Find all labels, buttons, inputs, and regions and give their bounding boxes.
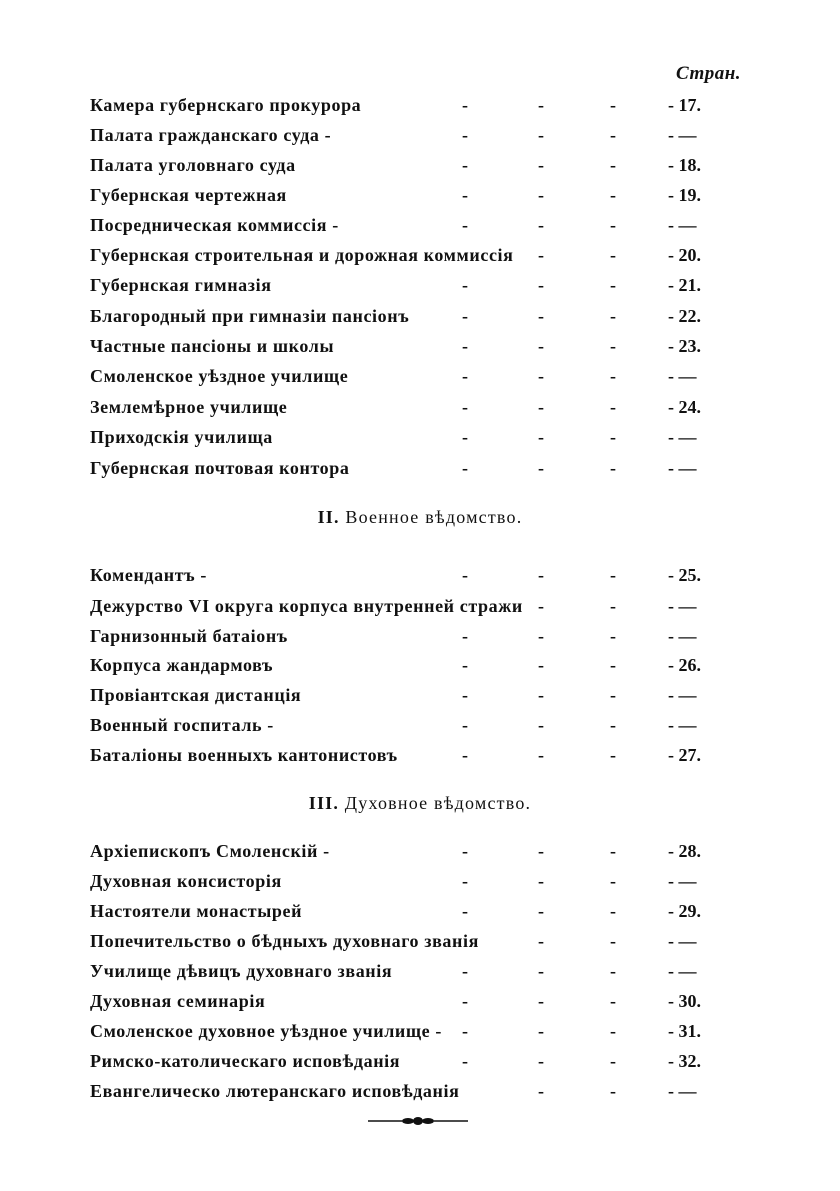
toc-entry: [90, 838, 730, 864]
leader-dot: -: [538, 458, 544, 478]
section-title: Духовное вѣдомство.: [344, 793, 532, 813]
entry-page-number: - 19.: [668, 185, 701, 205]
leader-dot: -: [610, 95, 616, 115]
leader-dot: -: [610, 565, 616, 585]
leader-dot: -: [538, 245, 544, 265]
entry-page-number: - 20.: [668, 245, 701, 265]
entry-page-number: - —: [668, 931, 697, 951]
toc-entry: [90, 958, 730, 984]
leader-dot: -: [538, 871, 544, 891]
leader-dot: -: [462, 745, 468, 765]
toc-entry: [90, 1018, 730, 1044]
page-column-label: Стран.: [676, 63, 742, 84]
leader-dot: -: [538, 366, 544, 386]
leader-dot: -: [610, 871, 616, 891]
leader-dot: -: [610, 275, 616, 295]
leader-dot: -: [610, 125, 616, 145]
leader-dot: -: [462, 366, 468, 386]
leader-dot: -: [462, 275, 468, 295]
toc-entry: [90, 424, 730, 450]
leader-dot: -: [462, 397, 468, 417]
leader-dot: -: [610, 626, 616, 646]
entry-page-number: - —: [668, 715, 697, 735]
leader-dot: -: [462, 685, 468, 705]
toc-entry: [90, 122, 730, 148]
entry-page-number: - —: [668, 1081, 697, 1101]
leader-dot: -: [610, 427, 616, 447]
leader-dot: -: [610, 991, 616, 1011]
section-heading: [0, 793, 840, 814]
entry-title: Баталіоны военныхъ кантонистовъ: [90, 745, 398, 765]
leader-dot: -: [538, 185, 544, 205]
entry-page-number: - —: [668, 125, 697, 145]
entry-title: Училище дѣвицъ духовнаго званія: [90, 961, 393, 981]
leader-dot: -: [462, 715, 468, 735]
toc-entry: [90, 1078, 730, 1104]
leader-dot: -: [538, 715, 544, 735]
entry-page-number: - —: [668, 366, 697, 386]
leader-dot: -: [610, 685, 616, 705]
leader-dot: -: [462, 841, 468, 861]
entry-page-number: - —: [668, 458, 697, 478]
leader-dot: -: [462, 458, 468, 478]
leader-dot: -: [538, 901, 544, 921]
leader-dot: -: [610, 715, 616, 735]
leader-dot: -: [610, 458, 616, 478]
leader-dot: -: [610, 185, 616, 205]
toc-entry: [90, 593, 730, 619]
leader-dot: -: [538, 685, 544, 705]
toc-entry: [90, 272, 730, 298]
entry-page-number: - 21.: [668, 275, 701, 295]
entry-title: Камера губернскаго прокурора: [90, 95, 362, 115]
section-number: II.: [317, 507, 346, 527]
toc-entry: [90, 152, 730, 178]
entry-title: Губернская строительная и дорожная коммиссія: [90, 245, 514, 265]
leader-dot: -: [538, 596, 544, 616]
toc-entry: [90, 623, 730, 649]
leader-dot: -: [462, 427, 468, 447]
leader-dot: -: [538, 1081, 544, 1101]
leader-dot: -: [462, 306, 468, 326]
toc-entry: [90, 988, 730, 1014]
leader-dot: -: [462, 626, 468, 646]
entry-title: Землемѣрное училище: [90, 397, 288, 417]
leader-dot: -: [538, 1051, 544, 1071]
leader-dot: -: [462, 901, 468, 921]
entry-page-number: - 26.: [668, 655, 701, 675]
entry-title: Архіепископъ Смоленскій -: [90, 841, 330, 861]
toc-entry: [90, 363, 730, 389]
toc-entry: [90, 1048, 730, 1074]
leader-dot: -: [462, 185, 468, 205]
leader-dot: -: [538, 215, 544, 235]
leader-dot: -: [538, 275, 544, 295]
leader-dot: -: [610, 931, 616, 951]
entry-title: Духовная семинарія: [90, 991, 266, 1011]
entry-title: Посредническая коммиссія -: [90, 215, 339, 235]
entry-title: Военный госпиталь -: [90, 715, 274, 735]
section-number: III.: [308, 793, 345, 813]
entry-page-number: - 22.: [668, 306, 701, 326]
toc-entry: [90, 562, 730, 588]
entry-page-number: - —: [668, 685, 697, 705]
leader-dot: -: [538, 991, 544, 1011]
entry-title: Благородный при гимназіи пансіонъ: [90, 306, 410, 326]
entry-page-number: - 17.: [668, 95, 701, 115]
leader-dot: -: [610, 961, 616, 981]
entry-title: Духовная консисторія: [90, 871, 282, 891]
toc-entry: [90, 212, 730, 238]
toc-entry: [90, 712, 730, 738]
entry-page-number: - 24.: [668, 397, 701, 417]
entry-page-number: - 18.: [668, 155, 701, 175]
ornament-divider-icon: [368, 1113, 468, 1129]
entry-title: Евангелическо лютеранскаго исповѣданія: [90, 1081, 460, 1101]
entry-title: Палата гражданскаго суда -: [90, 125, 332, 145]
entry-title: Губернская почтовая контора: [90, 458, 350, 478]
leader-dot: -: [538, 565, 544, 585]
leader-dot: -: [610, 397, 616, 417]
leader-dot: -: [462, 125, 468, 145]
leader-dot: -: [610, 596, 616, 616]
entry-title: Корпуса жандармовъ: [90, 655, 274, 675]
leader-dot: -: [610, 901, 616, 921]
leader-dot: -: [538, 626, 544, 646]
leader-dot: -: [538, 1021, 544, 1041]
leader-dot: -: [610, 655, 616, 675]
leader-dot: -: [462, 871, 468, 891]
entry-title: Дежурство VI округа корпуса внутренней стражи: [90, 596, 523, 616]
entry-title: Губернская гимназія: [90, 275, 272, 295]
entry-title: Смоленское духовное уѣздное училище -: [90, 1021, 442, 1041]
entry-title: Провіантская дистанція: [90, 685, 302, 705]
entry-page-number: - 23.: [668, 336, 701, 356]
toc-entry: [90, 182, 730, 208]
toc-entry: [90, 92, 730, 118]
leader-dot: -: [462, 655, 468, 675]
leader-dot: -: [462, 336, 468, 356]
entry-page-number: - 27.: [668, 745, 701, 765]
entry-title: Римско-католическаго исповѣданія: [90, 1051, 401, 1071]
leader-dot: -: [462, 95, 468, 115]
leader-dot: -: [462, 1021, 468, 1041]
leader-dot: -: [538, 397, 544, 417]
leader-dot: -: [462, 1051, 468, 1071]
leader-dot: -: [538, 961, 544, 981]
toc-entry: [90, 333, 730, 359]
leader-dot: -: [538, 841, 544, 861]
toc-entry: [90, 394, 730, 420]
leader-dot: -: [610, 1051, 616, 1071]
toc-entry: [90, 455, 730, 481]
leader-dot: -: [538, 125, 544, 145]
entry-page-number: - —: [668, 427, 697, 447]
toc-entry: [90, 682, 730, 708]
leader-dot: -: [462, 215, 468, 235]
entry-page-number: - —: [668, 626, 697, 646]
leader-dot: -: [610, 215, 616, 235]
leader-dot: -: [610, 745, 616, 765]
entry-page-number: - 30.: [668, 991, 701, 1011]
leader-dot: -: [610, 155, 616, 175]
entry-title: Смоленское уѣздное училище: [90, 366, 349, 386]
leader-dot: -: [610, 1021, 616, 1041]
leader-dot: -: [610, 841, 616, 861]
entry-page-number: - 31.: [668, 1021, 701, 1041]
leader-dot: -: [538, 306, 544, 326]
leader-dot: -: [538, 745, 544, 765]
leader-dot: -: [538, 655, 544, 675]
entry-page-number: - —: [668, 871, 697, 891]
entry-title: Попечительство о бѣдныхъ духовнаго званія: [90, 931, 479, 951]
leader-dot: -: [462, 991, 468, 1011]
toc-entry: [90, 303, 730, 329]
leader-dot: -: [538, 95, 544, 115]
toc-entry: [90, 928, 730, 954]
entry-page-number: - 32.: [668, 1051, 701, 1071]
entry-page-number: - —: [668, 961, 697, 981]
entry-title: Комендантъ -: [90, 565, 207, 585]
leader-dot: -: [538, 336, 544, 356]
entry-title: Палата уголовнаго суда: [90, 155, 296, 175]
leader-dot: -: [462, 565, 468, 585]
leader-dot: -: [610, 245, 616, 265]
leader-dot: -: [610, 1081, 616, 1101]
entry-title: Частные пансіоны и школы: [90, 336, 335, 356]
toc-entry: [90, 868, 730, 894]
section-heading: [0, 507, 840, 528]
leader-dot: -: [538, 427, 544, 447]
leader-dot: -: [538, 931, 544, 951]
toc-entry: [90, 652, 730, 678]
leader-dot: -: [462, 155, 468, 175]
entry-page-number: - 28.: [668, 841, 701, 861]
leader-dot: -: [538, 155, 544, 175]
entry-page-number: - 29.: [668, 901, 701, 921]
entry-title: Губернская чертежная: [90, 185, 287, 205]
leader-dot: -: [462, 961, 468, 981]
toc-entry: [90, 898, 730, 924]
entry-page-number: - —: [668, 596, 697, 616]
entry-title: Настоятели монастырей: [90, 901, 303, 921]
section-title: Военное вѣдомство.: [345, 507, 523, 527]
toc-entry: [90, 742, 730, 768]
entry-page-number: - —: [668, 215, 697, 235]
entry-page-number: - 25.: [668, 565, 701, 585]
entry-title: Приходскія училища: [90, 427, 273, 447]
leader-dot: -: [610, 306, 616, 326]
entry-title: Гарнизонный батаіонъ: [90, 626, 288, 646]
leader-dot: -: [610, 336, 616, 356]
leader-dot: -: [610, 366, 616, 386]
toc-entry: [90, 242, 730, 268]
